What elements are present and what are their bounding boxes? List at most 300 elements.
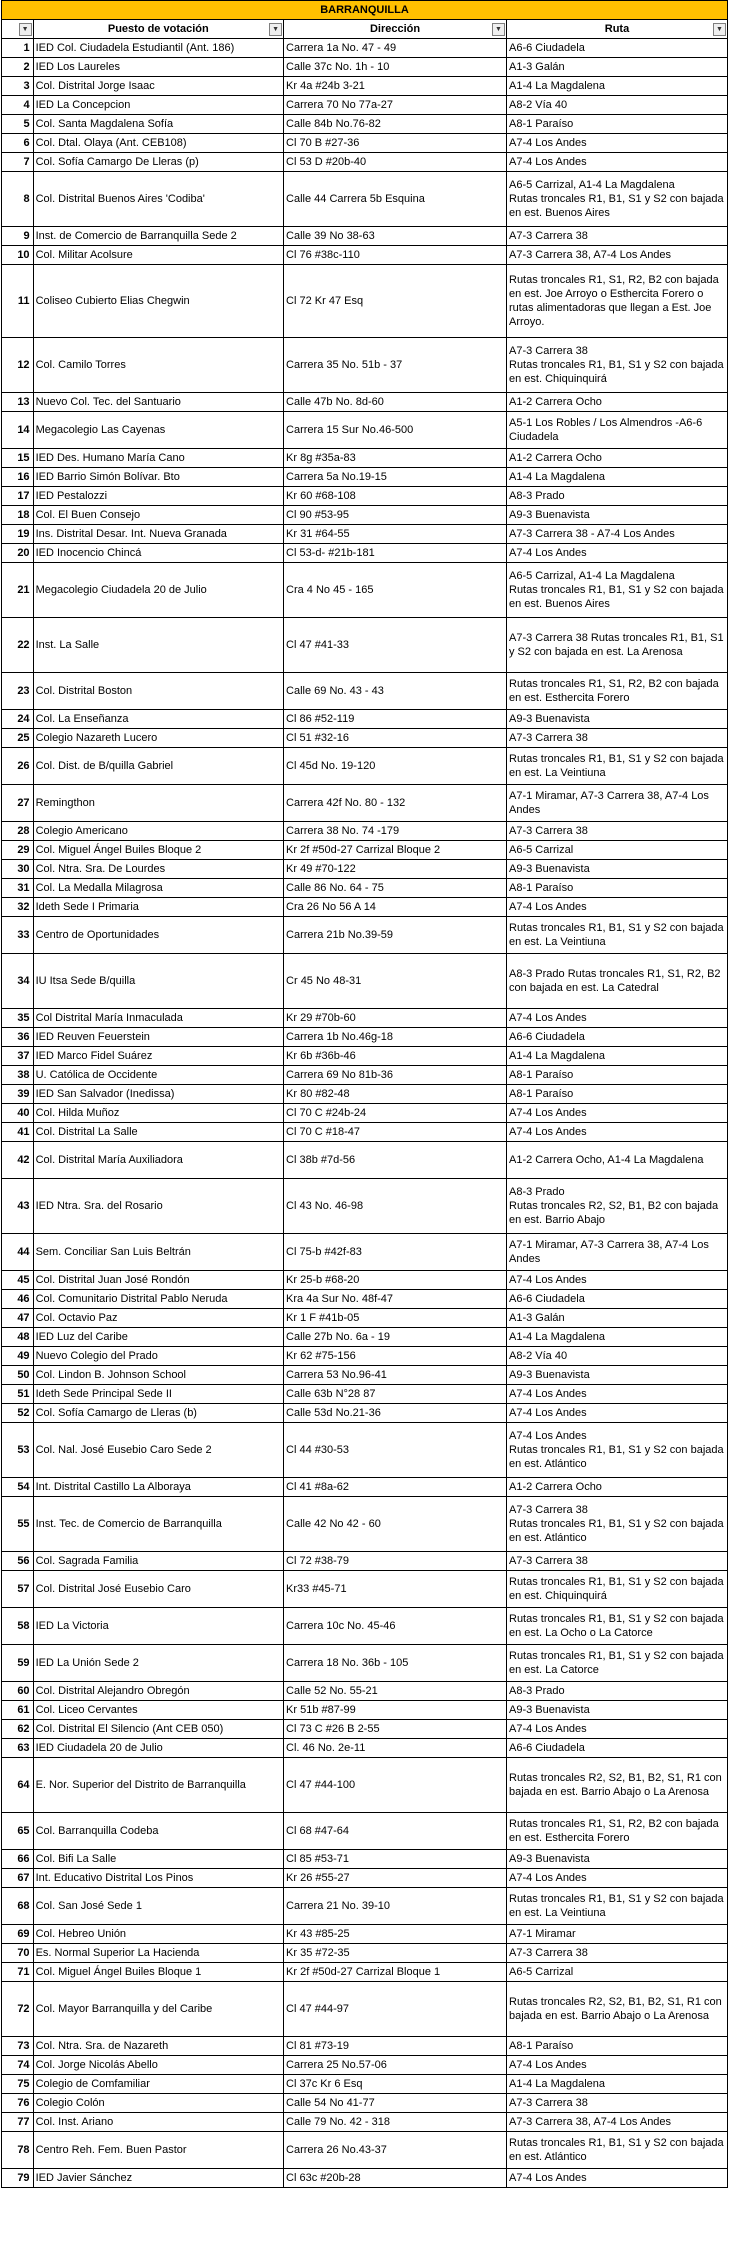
ruta-cell[interactable]: A7-3 Carrera 38 Rutas troncales R1, B1, S1 y S2 con bajada en est. Chiquinquirá (507, 338, 728, 393)
ruta-cell[interactable]: A8-1 Paraíso (507, 1066, 728, 1085)
direccion-cell[interactable]: Carrera 70 No 77a-27 (284, 96, 507, 115)
ruta-cell[interactable]: A7-3 Carrera 38 Rutas troncales R1, B1, S1 y S2 con bajada en est. Atlántico (507, 1497, 728, 1552)
direccion-cell[interactable]: Kr 26 #55-27 (284, 1869, 507, 1888)
ruta-cell[interactable]: Rutas troncales R1, B1, S1 y S2 con bajada en est. La Veintiuna (507, 748, 728, 785)
row-number-cell[interactable]: 30 (2, 860, 34, 879)
ruta-cell[interactable]: A1-2 Carrera Ocho (507, 393, 728, 412)
puesto-cell[interactable]: Centro Reh. Fem. Buen Pastor (33, 2132, 283, 2169)
direccion-cell[interactable]: Cl 47 #44-97 (284, 1982, 507, 2037)
row-number-cell[interactable]: 13 (2, 393, 34, 412)
ruta-cell[interactable]: A7-4 Los Andes (507, 1720, 728, 1739)
ruta-cell[interactable]: A9-3 Buenavista (507, 860, 728, 879)
puesto-cell[interactable]: IED Javier Sánchez (33, 2169, 283, 2188)
puesto-cell[interactable]: Colegio Colón (33, 2094, 283, 2113)
row-number-cell[interactable]: 20 (2, 544, 34, 563)
direccion-cell[interactable]: Carrera 21b No.39-59 (284, 917, 507, 954)
puesto-cell[interactable]: Col. Lindon B. Johnson School (33, 1366, 283, 1385)
ruta-cell[interactable]: A9-3 Buenavista (507, 1366, 728, 1385)
header-direccion[interactable] (284, 20, 507, 39)
row-number-cell[interactable]: 35 (2, 1009, 34, 1028)
puesto-cell[interactable]: Megacolegio Las Cayenas (33, 412, 283, 449)
ruta-cell[interactable]: A9-3 Buenavista (507, 1850, 728, 1869)
ruta-cell[interactable]: Rutas troncales R2, S2, B1, B2, S1, R1 con bajada en est. Barrio Abajo o La Arenosa (507, 1982, 728, 2037)
row-number-cell[interactable]: 24 (2, 710, 34, 729)
puesto-cell[interactable]: Col. Jorge Nicolás Abello (33, 2056, 283, 2075)
row-number-cell[interactable]: 23 (2, 673, 34, 710)
row-number-cell[interactable]: 34 (2, 954, 34, 1009)
row-number-cell[interactable]: 46 (2, 1290, 34, 1309)
filter-dropdown-icon[interactable]: ▼ (713, 23, 726, 36)
ruta-cell[interactable]: A7-4 Los Andes (507, 898, 728, 917)
puesto-cell[interactable]: IED La Unión Sede 2 (33, 1645, 283, 1682)
direccion-cell[interactable]: Cl 38b #7d-56 (284, 1142, 507, 1179)
puesto-cell[interactable]: Centro de Oportunidades (33, 917, 283, 954)
row-number-cell[interactable]: 79 (2, 2169, 34, 2188)
row-number-cell[interactable]: 21 (2, 563, 34, 618)
direccion-cell[interactable]: Cr 45 No 48-31 (284, 954, 507, 1009)
ruta-cell[interactable]: A7-4 Los Andes (507, 544, 728, 563)
puesto-cell[interactable]: E. Nor. Superior del Distrito de Barranquilla (33, 1758, 283, 1813)
row-number-cell[interactable]: 22 (2, 618, 34, 673)
puesto-cell[interactable]: IED Pestalozzi (33, 487, 283, 506)
row-number-cell[interactable]: 48 (2, 1328, 34, 1347)
direccion-cell[interactable]: Cl 72 #38-79 (284, 1552, 507, 1571)
ruta-cell[interactable]: A7-4 Los Andes (507, 2056, 728, 2075)
ruta-cell[interactable]: A7-4 Los Andes (507, 1123, 728, 1142)
row-number-cell[interactable]: 3 (2, 77, 34, 96)
direccion-cell[interactable]: Kr 43 #85-25 (284, 1925, 507, 1944)
row-number-cell[interactable]: 56 (2, 1552, 34, 1571)
ruta-cell[interactable]: A6-5 Carrizal (507, 1963, 728, 1982)
direccion-cell[interactable]: Cl 72 Kr 47 Esq (284, 265, 507, 338)
direccion-cell[interactable]: Cl 70 C #18-47 (284, 1123, 507, 1142)
direccion-cell[interactable]: Carrera 69 No 81b-36 (284, 1066, 507, 1085)
direccion-cell[interactable]: Calle 42 No 42 - 60 (284, 1497, 507, 1552)
row-number-cell[interactable]: 26 (2, 748, 34, 785)
row-number-cell[interactable]: 47 (2, 1309, 34, 1328)
row-number-cell[interactable]: 19 (2, 525, 34, 544)
direccion-cell[interactable]: Cl 43 No. 46-98 (284, 1179, 507, 1234)
direccion-cell[interactable]: Carrera 53 No.96-41 (284, 1366, 507, 1385)
ruta-cell[interactable]: A7-4 Los Andes (507, 153, 728, 172)
direccion-cell[interactable]: Calle 79 No. 42 - 318 (284, 2113, 507, 2132)
ruta-cell[interactable]: A7-4 Los Andes (507, 1404, 728, 1423)
puesto-cell[interactable]: IED Luz del Caribe (33, 1328, 283, 1347)
ruta-cell[interactable]: Rutas troncales R1, B1, S1 y S2 con bajada en est. Atlántico (507, 2132, 728, 2169)
direccion-cell[interactable]: Kr 25-b #68-20 (284, 1271, 507, 1290)
ruta-cell[interactable]: A1-3 Galán (507, 1309, 728, 1328)
ruta-cell[interactable]: A6-5 Carrizal (507, 841, 728, 860)
puesto-cell[interactable]: Es. Normal Superior La Hacienda (33, 1944, 283, 1963)
direccion-cell[interactable]: Cra 26 No 56 A 14 (284, 898, 507, 917)
row-number-cell[interactable]: 73 (2, 2037, 34, 2056)
row-number-cell[interactable]: 8 (2, 172, 34, 227)
ruta-cell[interactable]: A1-2 Carrera Ocho (507, 449, 728, 468)
ruta-cell[interactable]: A1-4 La Magdalena (507, 1328, 728, 1347)
row-number-cell[interactable]: 40 (2, 1104, 34, 1123)
ruta-cell[interactable]: A8-1 Paraíso (507, 115, 728, 134)
puesto-cell[interactable]: Col. Ntra. Sra. de Nazareth (33, 2037, 283, 2056)
row-number-cell[interactable]: 71 (2, 1963, 34, 1982)
row-number-cell[interactable]: 68 (2, 1888, 34, 1925)
direccion-cell[interactable]: Cl 70 C #24b-24 (284, 1104, 507, 1123)
direccion-cell[interactable]: Cl 86 #52-119 (284, 710, 507, 729)
direccion-cell[interactable]: Calle 39 No 38-63 (284, 227, 507, 246)
puesto-cell[interactable]: IED San Salvador (Inedissa) (33, 1085, 283, 1104)
puesto-cell[interactable]: Colegio Nazareth Lucero (33, 729, 283, 748)
direccion-cell[interactable]: Carrera 5a No.19-15 (284, 468, 507, 487)
row-number-cell[interactable]: 65 (2, 1813, 34, 1850)
row-number-cell[interactable]: 31 (2, 879, 34, 898)
direccion-cell[interactable]: Calle 47b No. 8d-60 (284, 393, 507, 412)
puesto-cell[interactable]: Col. Distrital Alejandro Obregón (33, 1682, 283, 1701)
ruta-cell[interactable]: A1-3 Galán (507, 58, 728, 77)
row-number-cell[interactable]: 5 (2, 115, 34, 134)
direccion-cell[interactable]: Carrera 38 No. 74 -179 (284, 822, 507, 841)
row-number-cell[interactable]: 7 (2, 153, 34, 172)
row-number-cell[interactable]: 17 (2, 487, 34, 506)
direccion-cell[interactable]: Kr33 #45-71 (284, 1571, 507, 1608)
row-number-cell[interactable]: 50 (2, 1366, 34, 1385)
puesto-cell[interactable]: Col. Distrital Juan José Rondón (33, 1271, 283, 1290)
puesto-cell[interactable]: Nuevo Col. Tec. del Santuario (33, 393, 283, 412)
row-number-cell[interactable]: 74 (2, 2056, 34, 2075)
row-number-cell[interactable]: 54 (2, 1478, 34, 1497)
direccion-cell[interactable]: Calle 69 No. 43 - 43 (284, 673, 507, 710)
row-number-cell[interactable]: 42 (2, 1142, 34, 1179)
row-number-cell[interactable]: 39 (2, 1085, 34, 1104)
direccion-cell[interactable]: Cl 41 #8a-62 (284, 1478, 507, 1497)
puesto-cell[interactable]: Col. Bifi La Salle (33, 1850, 283, 1869)
direccion-cell[interactable]: Calle 86 No. 64 - 75 (284, 879, 507, 898)
puesto-cell[interactable]: IED La Victoria (33, 1608, 283, 1645)
puesto-cell[interactable]: IED Ciudadela 20 de Julio (33, 1739, 283, 1758)
direccion-cell[interactable]: Cl 90 #53-95 (284, 506, 507, 525)
puesto-cell[interactable]: Col. Octavio Paz (33, 1309, 283, 1328)
ruta-cell[interactable]: Rutas troncales R1, S1, R2, B2 con bajada en est. Joe Arroyo o Esthercita Forero o rutas alimentadoras que llegan a Est. Joe Arroyo. (507, 265, 728, 338)
ruta-cell[interactable]: A7-1 Miramar, A7-3 Carrera 38, A7-4 Los Andes (507, 785, 728, 822)
row-number-cell[interactable]: 52 (2, 1404, 34, 1423)
puesto-cell[interactable]: Col. Distrital Buenos Aires 'Codiba' (33, 172, 283, 227)
puesto-cell[interactable]: Nuevo Colegio del Prado (33, 1347, 283, 1366)
row-number-cell[interactable]: 53 (2, 1423, 34, 1478)
puesto-cell[interactable]: IED Reuven Feuerstein (33, 1028, 283, 1047)
direccion-cell[interactable]: Kr 6b #36b-46 (284, 1047, 507, 1066)
puesto-cell[interactable]: IED Col. Ciudadela Estudiantil (Ant. 186) (33, 39, 283, 58)
puesto-cell[interactable]: Col. Militar Acolsure (33, 246, 283, 265)
row-number-cell[interactable]: 58 (2, 1608, 34, 1645)
row-number-cell[interactable]: 36 (2, 1028, 34, 1047)
row-number-cell[interactable]: 2 (2, 58, 34, 77)
direccion-cell[interactable]: Kr 8g #35a-83 (284, 449, 507, 468)
direccion-cell[interactable]: Cl 63c #20b-28 (284, 2169, 507, 2188)
puesto-cell[interactable]: Inst. de Comercio de Barranquilla Sede 2 (33, 227, 283, 246)
direccion-cell[interactable]: Carrera 1b No.46g-18 (284, 1028, 507, 1047)
puesto-cell[interactable]: Col. Distrital José Eusebio Caro (33, 1571, 283, 1608)
ruta-cell[interactable]: Rutas troncales R1, S1, R2, B2 con bajada en est. Esthercita Forero (507, 1813, 728, 1850)
ruta-cell[interactable]: A9-3 Buenavista (507, 506, 728, 525)
direccion-cell[interactable]: Kr 80 #82-48 (284, 1085, 507, 1104)
row-number-cell[interactable]: 61 (2, 1701, 34, 1720)
direccion-cell[interactable]: Cl. 46 No. 2e-11 (284, 1739, 507, 1758)
row-number-cell[interactable]: 51 (2, 1385, 34, 1404)
ruta-cell[interactable]: A8-3 Prado Rutas troncales R2, S2, B1, B2 con bajada en est. Barrio Abajo (507, 1179, 728, 1234)
row-number-cell[interactable]: 72 (2, 1982, 34, 2037)
direccion-cell[interactable]: Calle 84b No.76-82 (284, 115, 507, 134)
row-number-cell[interactable]: 69 (2, 1925, 34, 1944)
puesto-cell[interactable]: Ideth Sede I Primaria (33, 898, 283, 917)
row-number-cell[interactable]: 59 (2, 1645, 34, 1682)
ruta-cell[interactable]: Rutas troncales R1, B1, S1 y S2 con bajada en est. La Veintiuna (507, 1888, 728, 1925)
ruta-cell[interactable]: A7-4 Los Andes (507, 1385, 728, 1404)
row-number-cell[interactable]: 77 (2, 2113, 34, 2132)
ruta-cell[interactable]: A1-4 La Magdalena (507, 2075, 728, 2094)
row-number-cell[interactable]: 37 (2, 1047, 34, 1066)
row-number-cell[interactable]: 33 (2, 917, 34, 954)
puesto-cell[interactable]: Col. Santa Magdalena Sofía (33, 115, 283, 134)
direccion-cell[interactable]: Calle 52 No. 55-21 (284, 1682, 507, 1701)
direccion-cell[interactable]: Kr 1 F #41b-05 (284, 1309, 507, 1328)
direccion-cell[interactable]: Kr 62 #75-156 (284, 1347, 507, 1366)
puesto-cell[interactable]: Col. Sofía Camargo de Lleras (b) (33, 1404, 283, 1423)
puesto-cell[interactable]: Col. Camilo Torres (33, 338, 283, 393)
puesto-cell[interactable]: Col. La Medalla Milagrosa (33, 879, 283, 898)
row-number-cell[interactable]: 64 (2, 1758, 34, 1813)
row-number-cell[interactable]: 25 (2, 729, 34, 748)
direccion-cell[interactable]: Cl 47 #41-33 (284, 618, 507, 673)
row-number-cell[interactable]: 4 (2, 96, 34, 115)
puesto-cell[interactable]: IED Los Laureles (33, 58, 283, 77)
puesto-cell[interactable]: Col. Miguel Ángel Builes Bloque 2 (33, 841, 283, 860)
puesto-cell[interactable]: IED Des. Humano María Cano (33, 449, 283, 468)
direccion-cell[interactable]: Carrera 35 No. 51b - 37 (284, 338, 507, 393)
row-number-cell[interactable]: 43 (2, 1179, 34, 1234)
ruta-cell[interactable]: A6-5 Carrizal, A1-4 La Magdalena Rutas troncales R1, B1, S1 y S2 con bajada en est. Buenos Aires (507, 563, 728, 618)
puesto-cell[interactable]: Col. Comunitario Distrital Pablo Neruda (33, 1290, 283, 1309)
puesto-cell[interactable]: Ins. Distrital Desar. Int. Nueva Granada (33, 525, 283, 544)
puesto-cell[interactable]: Col. Distrital María Auxiliadora (33, 1142, 283, 1179)
direccion-cell[interactable]: Carrera 15 Sur No.46-500 (284, 412, 507, 449)
ruta-cell[interactable]: Rutas troncales R1, B1, S1 y S2 con bajada en est. La Catorce (507, 1645, 728, 1682)
puesto-cell[interactable]: Col. Sofía Camargo De Lleras (p) (33, 153, 283, 172)
ruta-cell[interactable]: A7-4 Los Andes (507, 1104, 728, 1123)
direccion-cell[interactable]: Cl 47 #44-100 (284, 1758, 507, 1813)
ruta-cell[interactable]: A9-3 Buenavista (507, 710, 728, 729)
filter-dropdown-icon[interactable]: ▼ (269, 23, 282, 36)
direccion-cell[interactable]: Kr 35 #72-35 (284, 1944, 507, 1963)
row-number-cell[interactable]: 41 (2, 1123, 34, 1142)
puesto-cell[interactable]: Col. Dist. de B/quilla Gabriel (33, 748, 283, 785)
direccion-cell[interactable]: Calle 37c No. 1h - 10 (284, 58, 507, 77)
puesto-cell[interactable]: Int. Distrital Castillo La Alboraya (33, 1478, 283, 1497)
puesto-cell[interactable]: Coliseo Cubierto Elias Chegwin (33, 265, 283, 338)
direccion-cell[interactable]: Kr 31 #64-55 (284, 525, 507, 544)
puesto-cell[interactable]: IED La Concepcion (33, 96, 283, 115)
row-number-cell[interactable]: 16 (2, 468, 34, 487)
ruta-cell[interactable]: Rutas troncales R2, S2, B1, B2, S1, R1 con bajada en est. Barrio Abajo o La Arenosa (507, 1758, 728, 1813)
puesto-cell[interactable]: Col. Distrital Jorge Isaac (33, 77, 283, 96)
ruta-cell[interactable]: A8-1 Paraíso (507, 879, 728, 898)
direccion-cell[interactable]: Calle 27b No. 6a - 19 (284, 1328, 507, 1347)
row-number-cell[interactable]: 78 (2, 2132, 34, 2169)
puesto-cell[interactable]: Col. Barranquilla Codeba (33, 1813, 283, 1850)
puesto-cell[interactable]: Col. Hilda Muñoz (33, 1104, 283, 1123)
direccion-cell[interactable]: Carrera 1a No. 47 - 49 (284, 39, 507, 58)
row-number-cell[interactable]: 75 (2, 2075, 34, 2094)
row-number-cell[interactable]: 9 (2, 227, 34, 246)
header-puesto[interactable] (33, 20, 283, 39)
ruta-cell[interactable]: A8-3 Prado (507, 1682, 728, 1701)
puesto-cell[interactable]: IED Marco Fidel Suárez (33, 1047, 283, 1066)
ruta-cell[interactable]: Rutas troncales R1, B1, S1 y S2 con bajada en est. La Veintiuna (507, 917, 728, 954)
row-number-cell[interactable]: 63 (2, 1739, 34, 1758)
ruta-cell[interactable]: A7-3 Carrera 38 (507, 1944, 728, 1963)
direccion-cell[interactable]: Cl 53 D #20b-40 (284, 153, 507, 172)
direccion-cell[interactable]: Carrera 10c No. 45-46 (284, 1608, 507, 1645)
ruta-cell[interactable]: A7-3 Carrera 38 Rutas troncales R1, B1, S1 y S2 con bajada en est. La Arenosa (507, 618, 728, 673)
direccion-cell[interactable]: Cl 68 #47-64 (284, 1813, 507, 1850)
ruta-cell[interactable]: A1-4 La Magdalena (507, 1047, 728, 1066)
direccion-cell[interactable]: Calle 63b N°28 87 (284, 1385, 507, 1404)
ruta-cell[interactable]: A5-1 Los Robles / Los Almendros -A6-6 Ciudadela (507, 412, 728, 449)
row-number-cell[interactable]: 60 (2, 1682, 34, 1701)
direccion-cell[interactable]: Cl 53-d- #21b-181 (284, 544, 507, 563)
row-number-cell[interactable]: 32 (2, 898, 34, 917)
direccion-cell[interactable]: Cl 45d No. 19-120 (284, 748, 507, 785)
filter-dropdown-icon[interactable]: ▼ (19, 23, 32, 36)
direccion-cell[interactable]: Kr 2f #50d-27 Carrizal Bloque 2 (284, 841, 507, 860)
direccion-cell[interactable]: Cl 70 B #27-36 (284, 134, 507, 153)
ruta-cell[interactable]: A7-3 Carrera 38 (507, 2094, 728, 2113)
row-number-cell[interactable]: 45 (2, 1271, 34, 1290)
ruta-cell[interactable]: A7-1 Miramar (507, 1925, 728, 1944)
ruta-cell[interactable]: A7-3 Carrera 38 (507, 227, 728, 246)
ruta-cell[interactable]: Rutas troncales R1, S1, R2, B2 con bajada en est. Esthercita Forero (507, 673, 728, 710)
row-number-cell[interactable]: 12 (2, 338, 34, 393)
ruta-cell[interactable]: Rutas troncales R1, B1, S1 y S2 con bajada en est. Chiquinquirá (507, 1571, 728, 1608)
ruta-cell[interactable]: A8-2 Vía 40 (507, 96, 728, 115)
direccion-cell[interactable]: Cl 75-b #42f-83 (284, 1234, 507, 1271)
direccion-cell[interactable]: Carrera 42f No. 80 - 132 (284, 785, 507, 822)
direccion-cell[interactable]: Carrera 21 No. 39-10 (284, 1888, 507, 1925)
puesto-cell[interactable]: Col. Inst. Ariano (33, 2113, 283, 2132)
puesto-cell[interactable]: Megacolegio Ciudadela 20 de Julio (33, 563, 283, 618)
puesto-cell[interactable]: Inst. La Salle (33, 618, 283, 673)
row-number-cell[interactable]: 29 (2, 841, 34, 860)
direccion-cell[interactable]: Cl 76 #38c-110 (284, 246, 507, 265)
puesto-cell[interactable]: IED Barrio Simón Bolívar. Bto (33, 468, 283, 487)
ruta-cell[interactable]: A8-1 Paraíso (507, 2037, 728, 2056)
row-number-cell[interactable]: 15 (2, 449, 34, 468)
direccion-cell[interactable]: Kra 4a Sur No. 48f-47 (284, 1290, 507, 1309)
puesto-cell[interactable]: Col. Mayor Barranquilla y del Caribe (33, 1982, 283, 2037)
puesto-cell[interactable]: Inst. Tec. de Comercio de Barranquilla (33, 1497, 283, 1552)
direccion-cell[interactable]: Kr 60 #68-108 (284, 487, 507, 506)
ruta-cell[interactable]: A1-2 Carrera Ocho (507, 1478, 728, 1497)
ruta-cell[interactable]: A7-3 Carrera 38 (507, 822, 728, 841)
ruta-cell[interactable]: A8-3 Prado Rutas troncales R1, S1, R2, B2 con bajada en est. La Catedral (507, 954, 728, 1009)
puesto-cell[interactable]: Col. Distrital El Silencio (Ant CEB 050) (33, 1720, 283, 1739)
direccion-cell[interactable]: Carrera 26 No.43-37 (284, 2132, 507, 2169)
puesto-cell[interactable]: Col. Hebreo Unión (33, 1925, 283, 1944)
direccion-cell[interactable]: Cl 44 #30-53 (284, 1423, 507, 1478)
row-number-cell[interactable]: 6 (2, 134, 34, 153)
direccion-cell[interactable]: Cl 51 #32-16 (284, 729, 507, 748)
row-number-cell[interactable]: 57 (2, 1571, 34, 1608)
ruta-cell[interactable]: A1-2 Carrera Ocho, A1-4 La Magdalena (507, 1142, 728, 1179)
row-number-cell[interactable]: 76 (2, 2094, 34, 2113)
puesto-cell[interactable]: IED Inocencio Chincá (33, 544, 283, 563)
ruta-cell[interactable]: A7-4 Los Andes (507, 1271, 728, 1290)
puesto-cell[interactable]: Col. Distrital La Salle (33, 1123, 283, 1142)
row-number-cell[interactable]: 27 (2, 785, 34, 822)
puesto-cell[interactable]: Col. San José Sede 1 (33, 1888, 283, 1925)
puesto-cell[interactable]: Col. Miguel Ángel Builes Bloque 1 (33, 1963, 283, 1982)
ruta-cell[interactable]: A7-4 Los Andes (507, 1009, 728, 1028)
ruta-cell[interactable]: A7-4 Los Andes (507, 134, 728, 153)
puesto-cell[interactable]: IED Ntra. Sra. del Rosario (33, 1179, 283, 1234)
ruta-cell[interactable]: A7-4 Los Andes Rutas troncales R1, B1, S1 y S2 con bajada en est. Atlántico (507, 1423, 728, 1478)
row-number-cell[interactable]: 14 (2, 412, 34, 449)
puesto-cell[interactable]: Colegio Americano (33, 822, 283, 841)
row-number-cell[interactable]: 55 (2, 1497, 34, 1552)
direccion-cell[interactable]: Kr 4a #24b 3-21 (284, 77, 507, 96)
direccion-cell[interactable]: Calle 54 No 41-77 (284, 2094, 507, 2113)
ruta-cell[interactable]: A1-4 La Magdalena (507, 77, 728, 96)
ruta-cell[interactable]: A6-6 Ciudadela (507, 1739, 728, 1758)
direccion-cell[interactable]: Cl 81 #73-19 (284, 2037, 507, 2056)
puesto-cell[interactable]: Col. El Buen Consejo (33, 506, 283, 525)
row-number-cell[interactable]: 67 (2, 1869, 34, 1888)
row-number-cell[interactable]: 49 (2, 1347, 34, 1366)
direccion-cell[interactable]: Calle 53d No.21-36 (284, 1404, 507, 1423)
ruta-cell[interactable]: A7-4 Los Andes (507, 2169, 728, 2188)
row-number-cell[interactable]: 1 (2, 39, 34, 58)
ruta-cell[interactable]: A7-3 Carrera 38 (507, 729, 728, 748)
ruta-cell[interactable]: A8-2 Vía 40 (507, 1347, 728, 1366)
direccion-cell[interactable]: Cl 85 #53-71 (284, 1850, 507, 1869)
row-number-cell[interactable]: 10 (2, 246, 34, 265)
puesto-cell[interactable]: Remingthon (33, 785, 283, 822)
puesto-cell[interactable]: Col. La Enseñanza (33, 710, 283, 729)
puesto-cell[interactable]: Col Distrital María Inmaculada (33, 1009, 283, 1028)
puesto-cell[interactable]: Int. Educativo Distrital Los Pinos (33, 1869, 283, 1888)
ruta-cell[interactable]: A7-3 Carrera 38, A7-4 Los Andes (507, 246, 728, 265)
filter-dropdown-icon[interactable]: ▼ (492, 23, 505, 36)
ruta-cell[interactable]: A7-1 Miramar, A7-3 Carrera 38, A7-4 Los Andes (507, 1234, 728, 1271)
header-number[interactable] (2, 20, 34, 39)
puesto-cell[interactable]: Ideth Sede Principal Sede II (33, 1385, 283, 1404)
direccion-cell[interactable]: Cra 4 No 45 - 165 (284, 563, 507, 618)
puesto-cell[interactable]: IU Itsa Sede B/quilla (33, 954, 283, 1009)
direccion-cell[interactable]: Kr 51b #87-99 (284, 1701, 507, 1720)
row-number-cell[interactable]: 18 (2, 506, 34, 525)
ruta-cell[interactable]: A8-3 Prado (507, 487, 728, 506)
header-ruta[interactable] (507, 20, 728, 39)
row-number-cell[interactable]: 11 (2, 265, 34, 338)
row-number-cell[interactable]: 28 (2, 822, 34, 841)
ruta-cell[interactable]: A7-3 Carrera 38 (507, 1552, 728, 1571)
ruta-cell[interactable]: A7-3 Carrera 38, A7-4 Los Andes (507, 2113, 728, 2132)
direccion-cell[interactable]: Cl 73 C #26 B 2-55 (284, 1720, 507, 1739)
ruta-cell[interactable]: A6-5 Carrizal, A1-4 La Magdalena Rutas troncales R1, B1, S1 y S2 con bajada en est. Buenos Aires (507, 172, 728, 227)
row-number-cell[interactable]: 66 (2, 1850, 34, 1869)
puesto-cell[interactable]: Colegio de Comfamiliar (33, 2075, 283, 2094)
direccion-cell[interactable]: Kr 29 #70b-60 (284, 1009, 507, 1028)
direccion-cell[interactable]: Kr 49 #70-122 (284, 860, 507, 879)
puesto-cell[interactable]: Col. Distrital Boston (33, 673, 283, 710)
ruta-cell[interactable]: A7-4 Los Andes (507, 1869, 728, 1888)
